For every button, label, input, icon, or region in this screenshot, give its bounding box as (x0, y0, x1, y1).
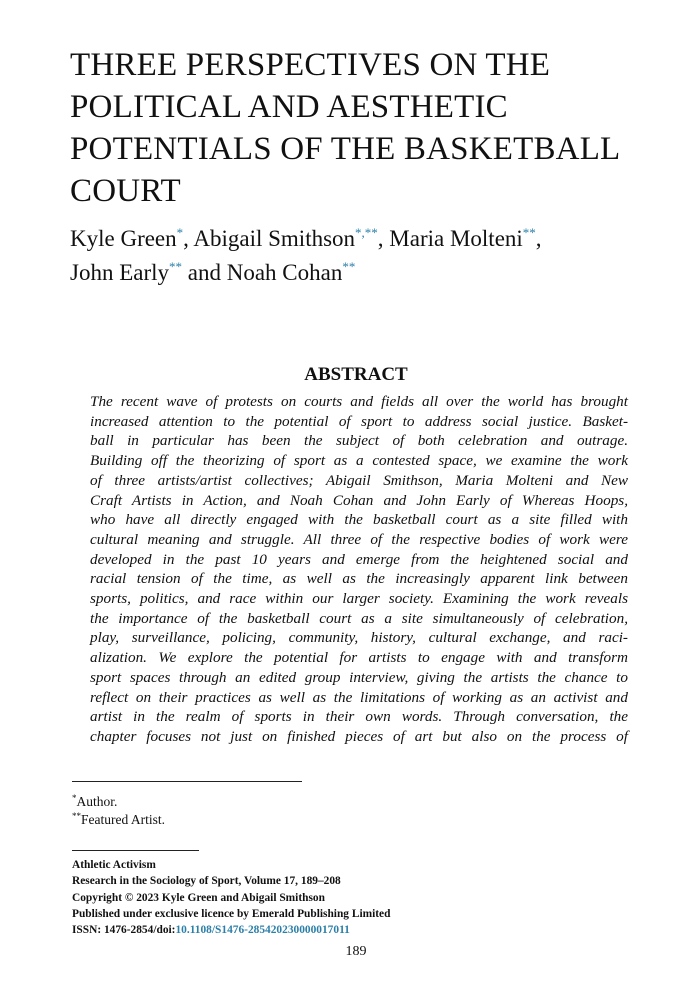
series-info: Research in the Sociology of Sport, Volume 17, 189–208 (72, 875, 341, 888)
publication-divider (72, 850, 199, 851)
author-name: Kyle Green (70, 226, 177, 251)
abstract-line: Building off the theorizing of sport as a contested space, we examine the work (90, 452, 628, 470)
abstract-line: reflect on their practices as well as the limitations of working as an activist and (90, 688, 628, 706)
title-line: POTENTIALS OF THE BASKETBALL (70, 131, 621, 167)
author-footnote-mark[interactable]: * (176, 225, 184, 240)
abstract-line: ball in particular has been the subject of both celebration and outrage. (90, 432, 628, 450)
licence-notice: Published under exclusive licence by Emerald Publishing Limited (72, 907, 391, 920)
footnote-item (72, 811, 165, 829)
abstract-line: alization. We explore the potential for artists to engage with and transform (90, 649, 628, 667)
footnote-item (72, 793, 165, 811)
abstract-line: developed in the past 10 years and emerge from the heightened social and (90, 550, 628, 568)
footnote-mark: ** (72, 811, 81, 821)
abstract-heading: ABSTRACT (304, 364, 408, 385)
footnote-text: Author. (76, 794, 118, 809)
footnote-text: Featured Artist. (81, 812, 165, 827)
publication-info (72, 857, 390, 938)
abstract-line: play, surveillance, policing, community, history, cultural exchange, and raci- (90, 629, 628, 647)
author-footnote-mark[interactable]: *,** (355, 225, 378, 240)
abstract-line: artist in the realm of sports in their own words. Through conversation, the (90, 708, 628, 726)
abstract-line: who have all directly engaged with the basketball court as a site filled with (90, 511, 628, 529)
book-title: Athletic Activism (72, 859, 156, 871)
issn-label: ISSN: 1476-2854/doi: (72, 924, 176, 937)
author-footnote-mark[interactable]: ** (522, 225, 536, 240)
page-number: 189 (345, 944, 367, 959)
issn-doi-line (72, 922, 390, 938)
abstract-line: sports, politics, and race within our larger society. Examining the work reveals (90, 590, 628, 608)
abstract-line: Craft Artists in Action, and Noah Cohan and John Early of Whereas Hoops, (90, 491, 628, 509)
abstract-line: chapter focuses not just on finished pieces of art but also on the process of (90, 727, 628, 745)
abstract-line: the importance of the basketball court as a site simultaneously of celebration, (90, 609, 628, 627)
author-list (70, 222, 670, 290)
footnote-mark: * (72, 793, 77, 803)
chapter-title (70, 44, 670, 212)
abstract-line: cultural meaning and struggle. All three of the respective bodies of work were (90, 530, 628, 548)
footnotes (72, 793, 165, 829)
author-line: Kyle Green*, Abigail Smithson*,**, Maria Molteni**, (70, 225, 542, 251)
copyright-notice: Copyright © 2023 Kyle Green and Abigail Smithson (72, 891, 325, 904)
title-line: COURT (70, 173, 181, 209)
title-line: THREE PERSPECTIVES ON THE (70, 47, 551, 83)
author-name: Abigail Smithson (193, 226, 356, 251)
author-name: John Early (70, 260, 170, 285)
title-line: POLITICAL AND AESTHETIC (70, 89, 508, 125)
author-footnote-mark[interactable]: ** (342, 259, 356, 274)
doi-link[interactable]: 10.1108/S1476-285420230000017011 (175, 924, 350, 937)
author-conjunction: and (187, 260, 221, 285)
abstract-line: of three artists/artist collectives; Abigail Smithson, Maria Molteni and New (90, 471, 628, 489)
abstract-line: The recent wave of protests on courts and fields all over the world has brought (90, 393, 628, 410)
footnote-divider (72, 781, 302, 782)
abstract-line: increased attention to the potential of sport to address social justice. Basket- (90, 412, 628, 430)
author-name: Noah Cohan (226, 260, 343, 285)
author-name: Maria Molteni (389, 226, 523, 251)
abstract-line: sport spaces through an edited group interview, giving the artists the chance to (90, 668, 628, 686)
author-footnote-mark[interactable]: ** (169, 259, 183, 274)
author-line (70, 256, 670, 290)
abstract-line: racial tension of the time, as well as the increasingly apparent link between (90, 570, 628, 588)
abstract-text (90, 392, 628, 747)
